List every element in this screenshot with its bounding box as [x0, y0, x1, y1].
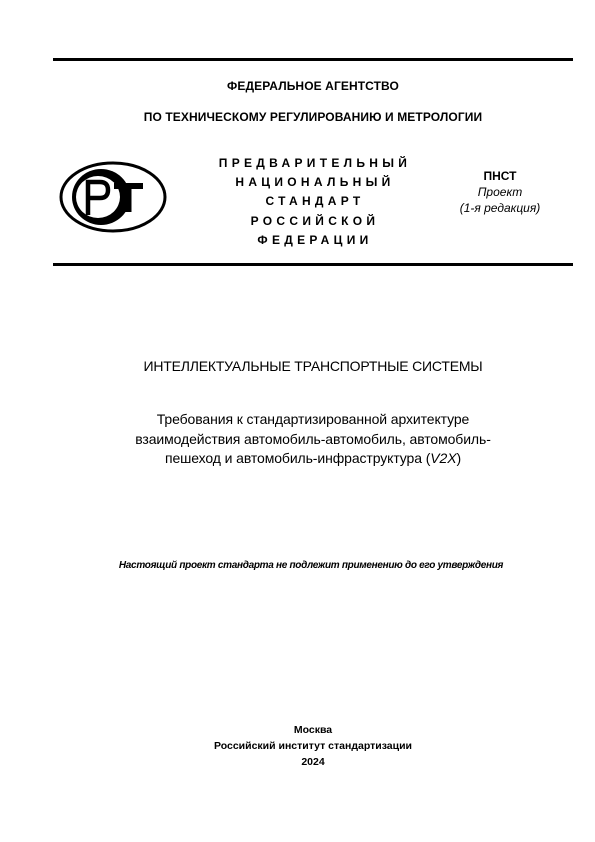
standard-type-line: НАЦИОНАЛЬНЫЙ [235, 175, 395, 190]
document-title: ИНТЕЛЛЕКТУАЛЬНЫЕ ТРАНСПОРТНЫЕ СИСТЕМЫ [143, 358, 483, 374]
standard-type-line: СТАНДАРТ [265, 194, 365, 209]
designation-code: ПНСТ [483, 169, 517, 183]
standard-type-line: РОССИЙСКОЙ [250, 213, 380, 228]
top-rule [53, 58, 573, 61]
standard-designation [440, 168, 560, 216]
standard-type-line: ПРЕДВАРИТЕЛЬНЫЙ [218, 156, 412, 170]
bottom-rule [53, 263, 573, 266]
imprint [53, 722, 573, 770]
standard-type-line: ФЕДЕРАЦИИ [257, 232, 373, 247]
imprint-year: 2024 [301, 756, 325, 768]
designation-status: Проект [477, 185, 523, 199]
document-subtitle [53, 410, 573, 469]
agency-name-line1: ФЕДЕРАЛЬНОЕ АГЕНТСТВО [227, 79, 399, 93]
gost-r-logo-icon [58, 160, 168, 234]
subtitle-line3-suffix: ) [456, 450, 462, 466]
imprint-city: Москва [293, 724, 333, 736]
imprint-publisher: Российский институт стандартизации [213, 740, 413, 752]
standard-type [210, 154, 420, 250]
draft-notice: Настоящий проект стандарта не подлежит применению до его утверждения [118, 560, 504, 571]
subtitle-line: взаимодействия автомобиль-автомобиль, автомобиль- [135, 430, 491, 447]
subtitle-line: Требования к стандартизированной архитектуре [156, 411, 470, 427]
subtitle-abbreviation: V2X [430, 450, 457, 466]
subtitle-line [53, 449, 573, 469]
designation-edition: (1-я редакция) [459, 201, 541, 215]
agency-name-line2: ПО ТЕХНИЧЕСКОМУ РЕГУЛИРОВАНИЮ И МЕТРОЛОГИИ [143, 110, 483, 124]
subtitle-line3-prefix: пешеход и автомобиль-инфраструктура ( [164, 450, 431, 466]
